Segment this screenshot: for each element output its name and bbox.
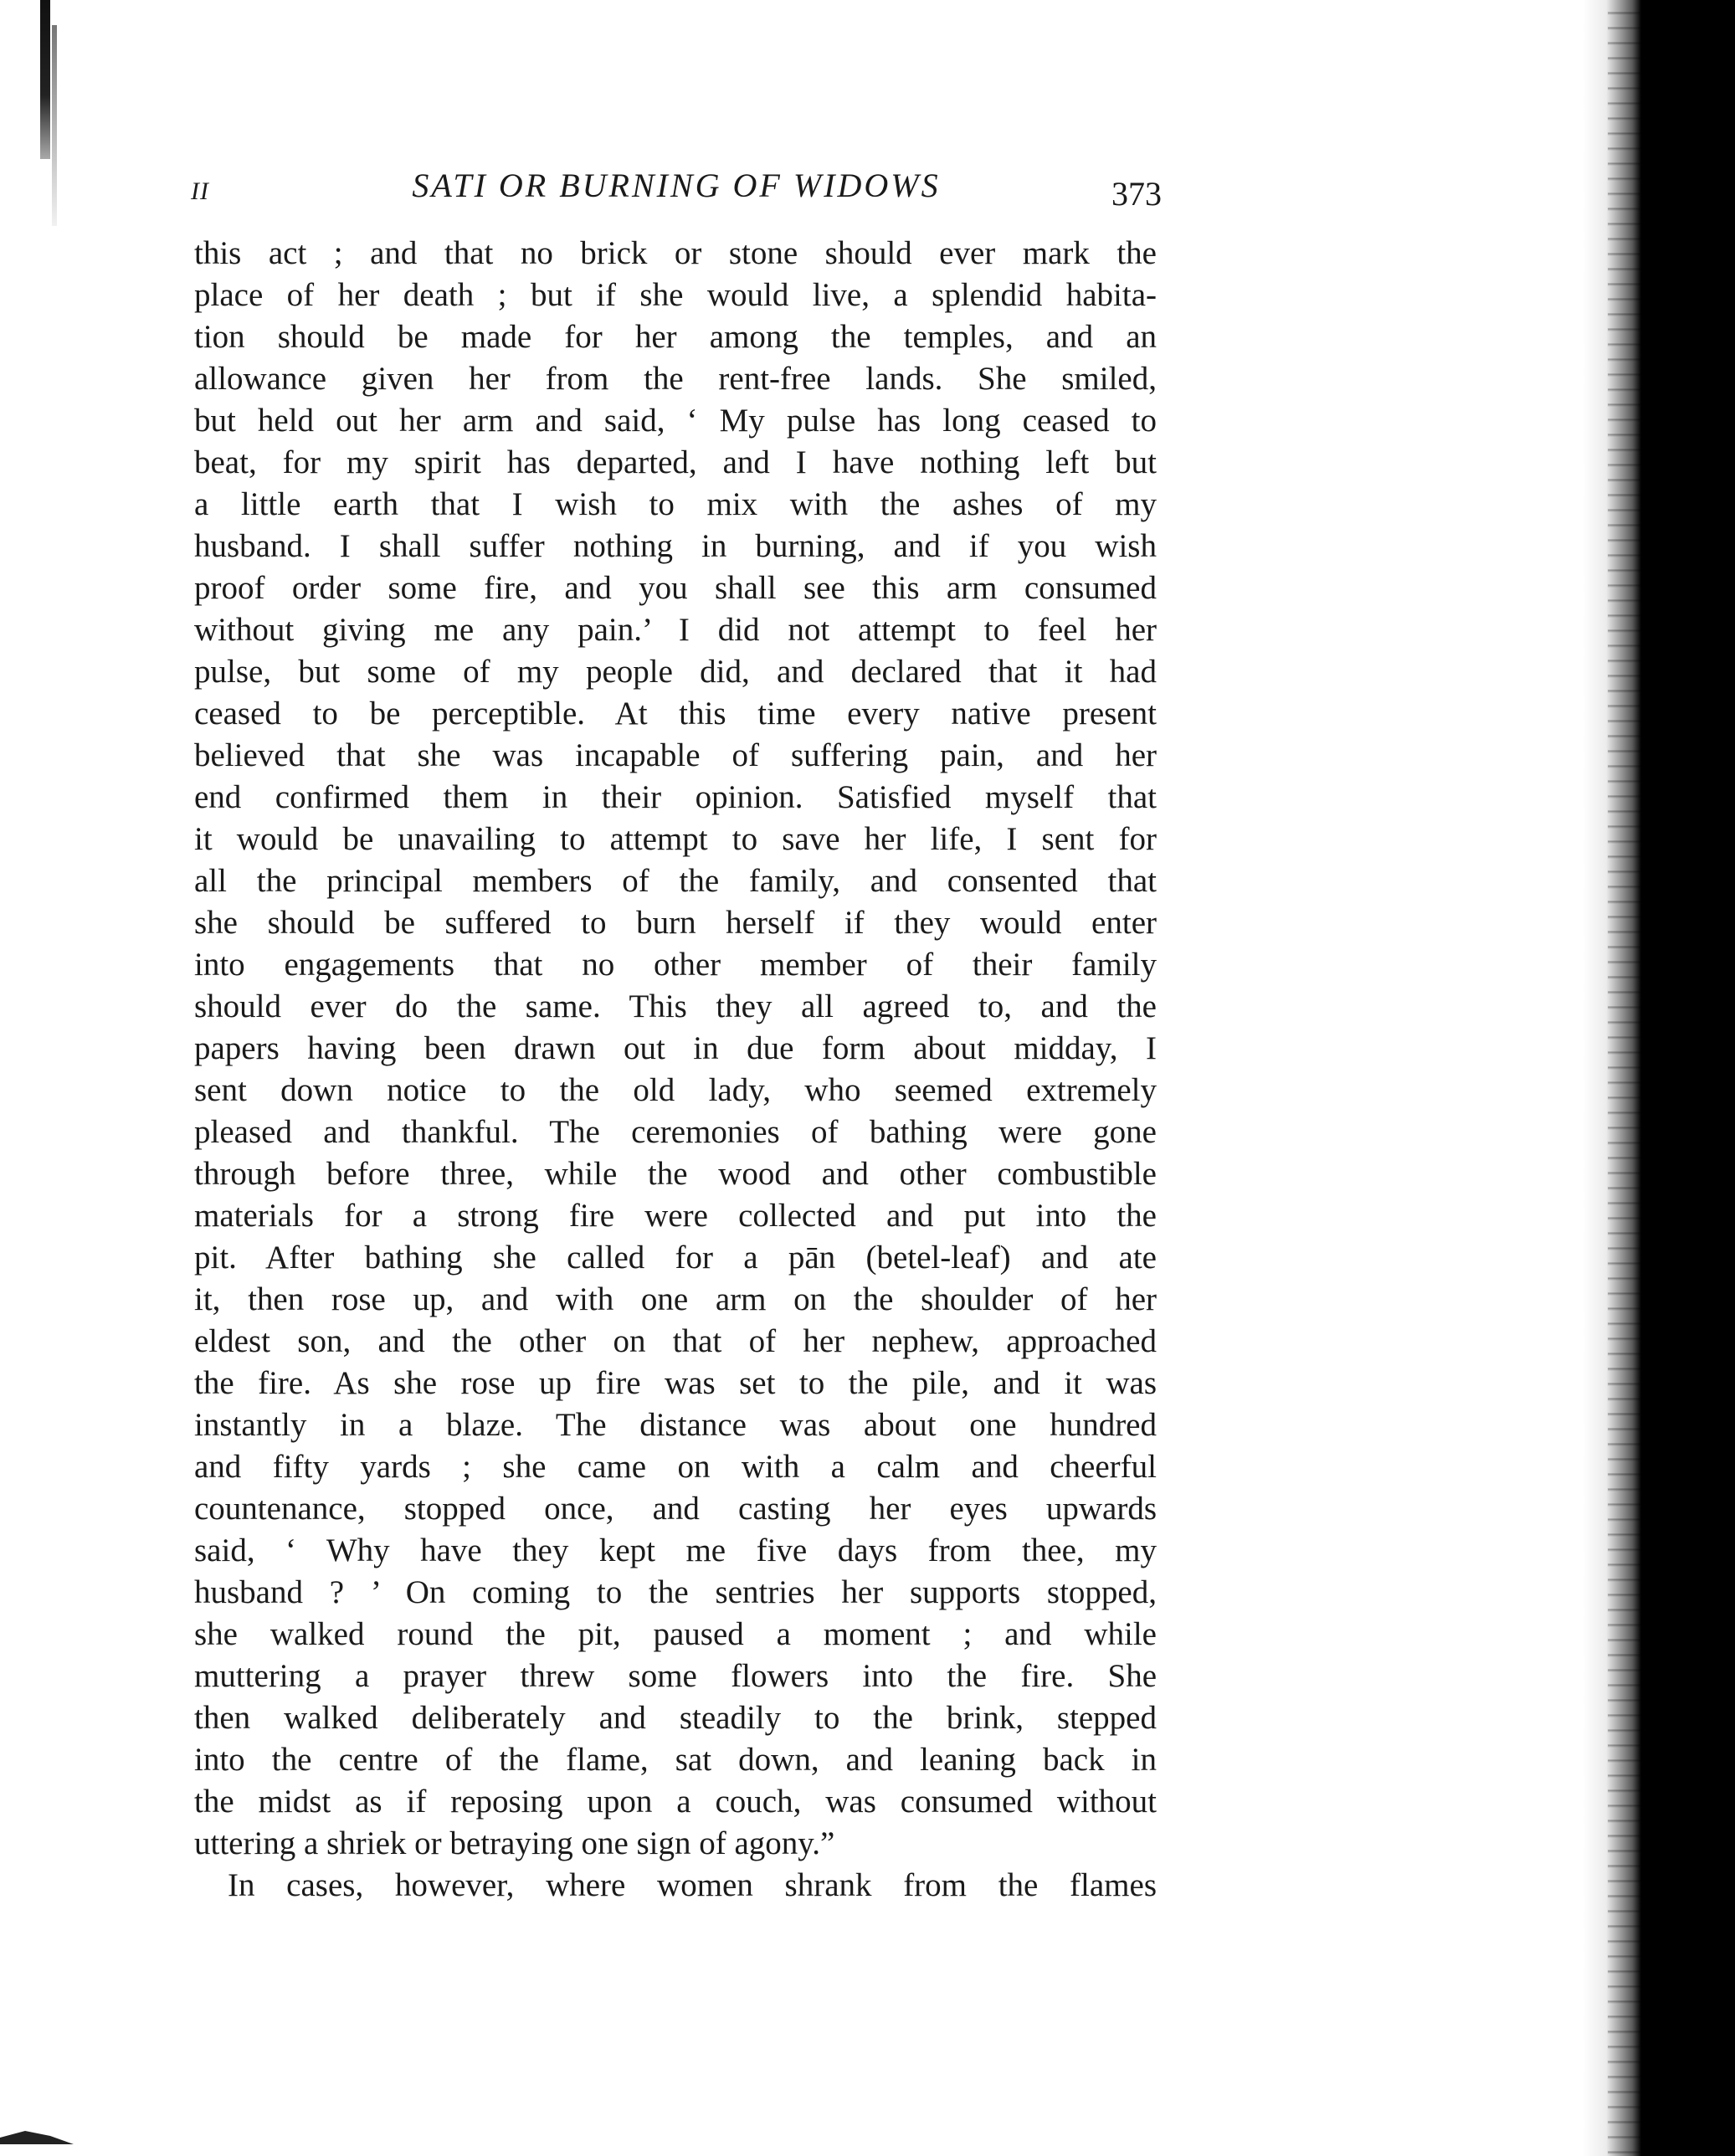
scan-gutter — [1641, 0, 1735, 2156]
text-line: she walked round the pit, paused a moment ; and while — [194, 1616, 1157, 1652]
text-line: sent down notice to the old lady, who seemed extremely — [194, 1072, 1157, 1108]
body-text — [194, 233, 1157, 1907]
text-line: pleased and thankful. The ceremonies of bathing were gone — [194, 1114, 1157, 1150]
text-line: this act ; and that no brick or stone should ever mark the — [194, 235, 1157, 271]
text-line: through before three, while the wood and other combustible — [194, 1156, 1157, 1192]
page-edge-texture — [1608, 0, 1641, 2156]
text-line: beat, for my spirit has departed, and I have nothing left but — [194, 444, 1157, 480]
running-title: SATI OR BURNING OF WIDOWS — [412, 167, 941, 204]
text-line: all the principal members of the family, and consented that — [194, 863, 1157, 899]
text-line: into engagements that no other member of their family — [194, 947, 1157, 983]
paragraph-end-line: uttering a shriek or betraying one sign of agony.” — [194, 1825, 835, 1861]
text-line: pulse, but some of my people did, and declared that it had — [194, 654, 1157, 690]
text-line: muttering a prayer threw some flowers into the fire. She — [194, 1658, 1157, 1694]
binding-shadow — [40, 0, 50, 159]
text-line: eldest son, and the other on that of her nephew, approached — [194, 1323, 1157, 1359]
chapter-number: II — [191, 177, 209, 205]
text-line: proof order some fire, and you shall see this arm consumed — [194, 570, 1157, 606]
text-line: the fire. As she rose up fire was set to the pile, and it was — [194, 1365, 1157, 1401]
text-line: ceased to be perceptible. At this time every native present — [194, 696, 1157, 732]
text-line: a little earth that I wish to mix with the ashes of my — [194, 486, 1157, 522]
text-line: pit. After bathing she called for a pān (betel-leaf) and ate — [194, 1240, 1157, 1276]
text-line: countenance, stopped once, and casting her eyes upwards — [194, 1491, 1157, 1527]
page-number: 373 — [1111, 175, 1162, 213]
text-line: said, ‘ Why have they kept me five days from thee, my — [194, 1532, 1157, 1568]
text-line: she should be suffered to burn herself if they would enter — [194, 905, 1157, 941]
text-line: papers having been drawn out in due form about midday, I — [194, 1030, 1157, 1066]
binding-shadow-faint — [52, 25, 57, 226]
running-header — [191, 166, 1162, 216]
text-line: and fifty yards ; she came on with a calm and cheerful — [194, 1449, 1157, 1485]
text-line: end confirmed them in their opinion. Satisfied myself that — [194, 779, 1157, 815]
text-line: husband. I shall suffer nothing in burning, and if you wish — [194, 528, 1157, 564]
text-line: it would be unavailing to attempt to save her life, I sent for — [194, 821, 1157, 857]
text-line: without giving me any pain.’ I did not attempt to feel her — [194, 612, 1157, 648]
text-line: tion should be made for her among the temples, and an — [194, 319, 1157, 355]
text-line: should ever do the same. This they all agreed to, and the — [194, 988, 1157, 1024]
text-line: materials for a strong fire were collected and put into the — [194, 1198, 1157, 1234]
text-line: into the centre of the flame, sat down, and leaning back in — [194, 1742, 1157, 1778]
text-line: it, then rose up, and with one arm on the shoulder of her — [194, 1281, 1157, 1317]
text-line: instantly in a blaze. The distance was about one hundred — [194, 1407, 1157, 1443]
text-line: place of her death ; but if she would live, a splendid habita- — [194, 277, 1157, 313]
text-line: the midst as if reposing upon a couch, was consumed without — [194, 1784, 1157, 1820]
text-line: husband ? ’ On coming to the sentries her supports stopped, — [194, 1574, 1157, 1610]
text-line: then walked deliberately and steadily to the brink, stepped — [194, 1700, 1157, 1736]
text-line: believed that she was incapable of suffering pain, and her — [194, 737, 1157, 773]
corner-artifact-icon — [0, 2112, 75, 2146]
paragraph-start-line: In cases, however, where women shrank from the flames — [228, 1867, 1157, 1903]
text-line: but held out her arm and said, ‘ My pulse has long ceased to — [194, 403, 1157, 439]
text-line: allowance given her from the rent-free lands. She smiled, — [194, 361, 1157, 397]
